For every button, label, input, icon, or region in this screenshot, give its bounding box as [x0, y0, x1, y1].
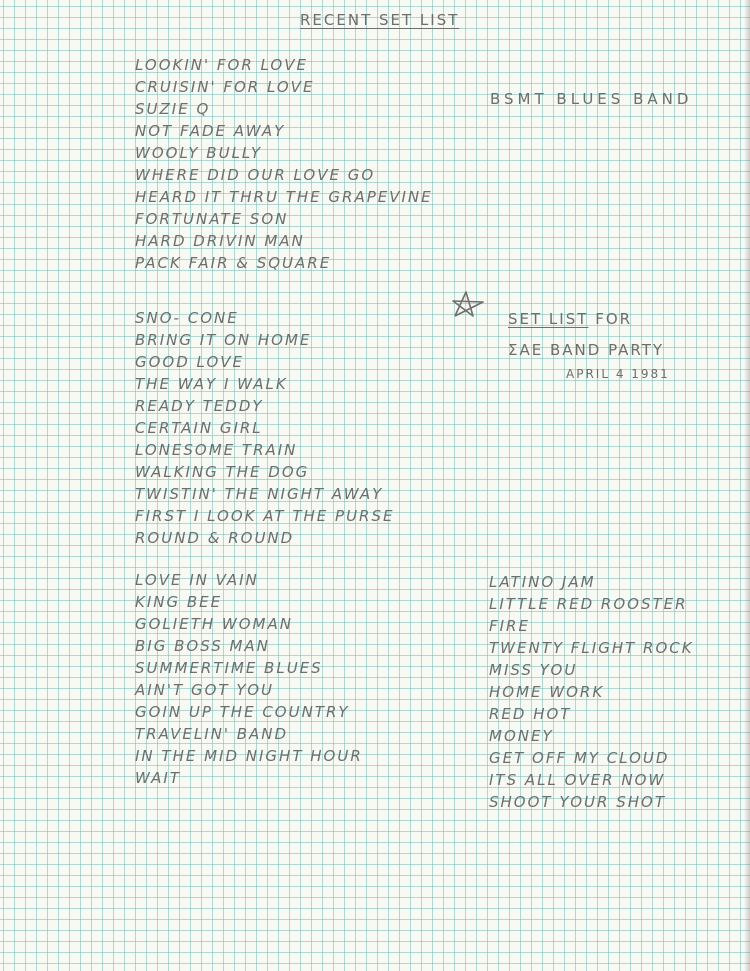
song-item: IN THE MID NIGHT HOUR: [135, 747, 363, 765]
song-item: SUMMERTIME BLUES: [135, 659, 323, 677]
song-item: FIRE: [489, 617, 530, 635]
song-item: WOOLY BULLY: [135, 144, 263, 162]
song-item: WHERE DID OUR LOVE GO: [135, 166, 376, 184]
song-item: BRING IT ON HOME: [135, 331, 312, 349]
song-item: LITTLE RED ROOSTER: [489, 595, 688, 613]
song-item: SNO- CONE: [135, 309, 239, 327]
song-item: CERTAIN GIRL: [135, 419, 263, 437]
song-item: MISS YOU: [489, 661, 578, 679]
song-item: WAIT: [135, 769, 181, 787]
set-2-list: [135, 307, 394, 549]
song-item: RED HOT: [489, 705, 572, 723]
song-item: TWISTIN' THE NIGHT AWAY: [135, 485, 384, 503]
page-title: RECENT SET LIST: [300, 11, 460, 29]
song-item: NOT FADE AWAY: [135, 122, 286, 140]
song-item: SUZIE Q: [135, 100, 211, 118]
song-item: ROUND & ROUND: [135, 529, 295, 547]
party-name: ΣΑΕ BAND PARTY: [508, 341, 665, 359]
song-item: FORTUNATE SON: [135, 210, 289, 228]
song-item: THE WAY I WALK: [135, 375, 288, 393]
song-item: PACK FAIR & SQUARE: [135, 254, 332, 272]
song-item: READY TEDDY: [135, 397, 264, 415]
song-item: MONEY: [489, 727, 554, 745]
song-item: HEARD IT THRU THE GRAPEVINE: [135, 188, 433, 206]
song-item: LATINO JAM: [489, 573, 596, 591]
set-3-left-list: [135, 569, 363, 789]
song-item: GOOD LOVE: [135, 353, 244, 371]
song-item: GOIN UP THE COUNTRY: [135, 703, 350, 721]
song-item: FIRST I LOOK AT THE PURSE: [135, 507, 395, 525]
song-item: TRAVELIN' BAND: [135, 725, 289, 743]
song-item: KING BEE: [135, 593, 223, 611]
party-date: APRIL 4 1981: [566, 367, 670, 381]
song-item: WALKING THE DOG: [135, 463, 310, 481]
song-item: GET OFF MY CLOUD: [489, 749, 670, 767]
song-item: AIN'T GOT YOU: [135, 681, 275, 699]
song-item: ITS ALL OVER NOW: [489, 771, 666, 789]
band-name: BSMT BLUES BAND: [490, 90, 693, 108]
song-item: BIG BOSS MAN: [135, 637, 270, 655]
song-item: LOOKIN' FOR LOVE: [135, 56, 308, 74]
song-item: TWENTY FLIGHT ROCK: [489, 639, 694, 657]
song-item: HARD DRIVIN MAN: [135, 232, 305, 250]
song-item: HOME WORK: [489, 683, 605, 701]
set-list-for-label: [508, 310, 632, 328]
song-item: SHOOT YOUR SHOT: [489, 793, 666, 811]
set-3-right-list: [489, 571, 694, 813]
song-item: LONESOME TRAIN: [135, 441, 298, 459]
song-item: CRUISIN' FOR LOVE: [135, 78, 315, 96]
set-list-label: SET LIST: [508, 310, 589, 328]
for-label: FOR: [595, 310, 633, 328]
star-icon: [451, 290, 485, 318]
set-1-list: [135, 54, 433, 274]
song-item: GOLIETH WOMAN: [135, 615, 293, 633]
song-item: LOVE IN VAIN: [135, 571, 259, 589]
